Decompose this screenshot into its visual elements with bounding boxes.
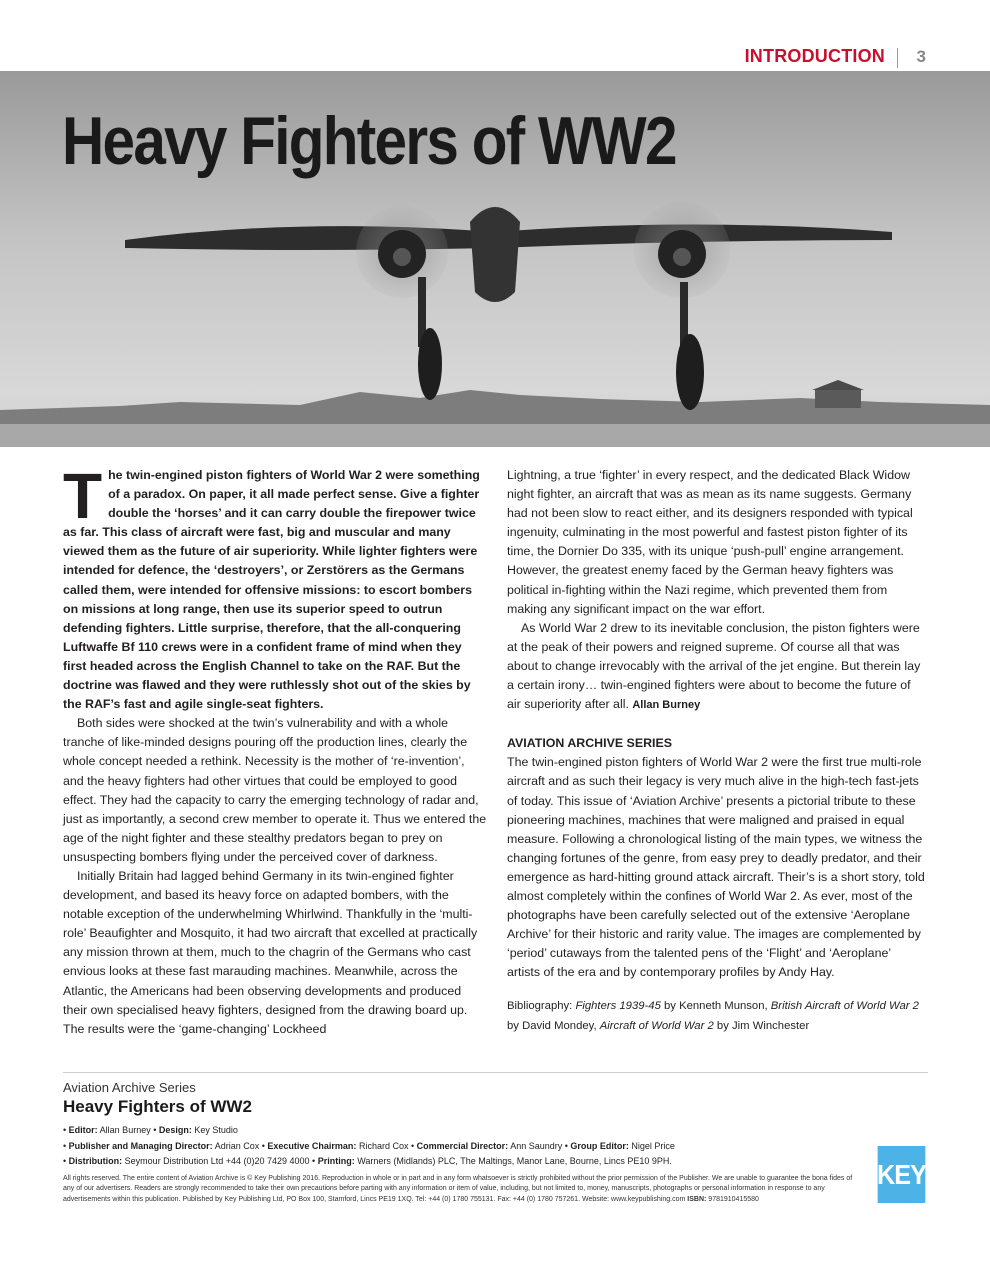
credits-line: • Editor: Allan Burney • Design: Key Studio	[63, 1125, 238, 1135]
body-paragraph: Initially Britain had lagged behind Germany in its twin-engined fighter development, and based its heavy force on adapted bombers, with the notable exception of the underwhelming Whirlwind. Thankfully in the ‘multi-role’ Beaufighter and Mosquito, it had two aircraft that excelled at practically any mission thrown at them, much to the chagrin of the Germans who cast envious looks at these fast marauding machines. Meanwhile, across the Atlantic, the Americans had been observing developments and produced their own specialised heavy fighters, designed from the drawing board up. The results were the ‘game-changing’ Lockheed	[63, 868, 478, 1036]
header-divider	[897, 48, 898, 68]
bibliography	[507, 996, 927, 1036]
isbn-label: ISBN:	[687, 1195, 707, 1203]
credits	[63, 1123, 863, 1170]
body-text: As World War 2 drew to its inevitable conclusion, the piston fighters were at the peak of their powers and reigned supreme. Of course all that was about to change irrevocably with the arrival of the jet engine. But therein lay a certain irony… twin-engined fighters were about to become the future of air superiority after all.	[507, 620, 921, 712]
body-paragraph: Both sides were shocked at the twin’s vulnerability and with a whole tranche of like-minded designs pouring off the production lines, clearly the whole concept needed a rethink. Necessity is the mother of ‘re-invention’, and the heavy fighters had other virtues that could be employed to good effect. They had the capacity to carry the emerging technology of radar and, just as importantly, a second crew member to operate it. Thus we entered the age of the night fighter and these stealthy predators began to prey on unsuspecting bombers flying under the perceived cover of darkness.	[63, 716, 487, 864]
series-name: Aviation Archive Series	[63, 1080, 196, 1095]
header-rule	[0, 71, 990, 72]
book-title: British Aircraft of World War 2	[770, 1000, 919, 1013]
body-paragraph: Lightning, a true ‘fighter’ in every respect, and the dedicated Black Widow night fighter, an aircraft that was as mean as its name suggests. Germany had not been slow to react either, and its designers responded with typical ingenuity, culminating in the most powerful and fastest piston fighter of its time, the Dornier Do 335, with its unique ‘push-pull’ engine arrangement. However, the greatest enemy faced by the German heavy fighters was political in-fighting within the Nazi regime, which prevented them from making any significant impact on the war effort.	[507, 468, 913, 616]
series-heading: AVIATION ARCHIVE SERIES	[507, 736, 672, 751]
left-column	[63, 460, 487, 1039]
book-author: by David Mondey,	[507, 1020, 597, 1033]
bibliography-label: Bibliography:	[507, 1000, 573, 1013]
credits-line: • Publisher and Managing Director: Adrian Cox • Executive Chairman: Richard Cox • Commercial Director: Ann Saundry • Group Editor: Nigel Price	[63, 1140, 675, 1151]
book-author: by Jim Winchester	[716, 1020, 810, 1033]
intro-paragraph	[63, 460, 487, 714]
book-title: Aircraft of World War 2	[599, 1020, 714, 1033]
isbn: 9781910415580	[708, 1195, 759, 1203]
page-number: 3	[916, 47, 926, 66]
footer-divider	[63, 1072, 928, 1073]
book-title: Fighters 1939-45	[575, 1000, 661, 1013]
drop-cap: T	[63, 460, 103, 532]
legal-notice: All rights reserved. The entire content of Aviation Archive is © Key Publishing 2016. Reproduction in whole or in part and in any form whatsoever is strictly prohibited without the prior permission of the Publisher. We are unable to guarantee the bona fides of any of our advertisers. Readers are strongly recommended to take their own precautions before parting with any information or item of value, including, but not limited to, money, manuscripts, photographs or personal information in response to any advertisements within this publication. Published by Key Publishing Ltd, PO Box 100, Stamford, Lincs PE19 1XQ. Tel: +44 (0) 1780 755131. Fax: +44 (0) 1780 757261. Website: www.keypublishing.com ISBN: 9781910415580	[63, 1174, 853, 1203]
page-title: Heavy Fighters of WW2	[62, 103, 676, 179]
section-label: INTRODUCTION	[744, 46, 885, 66]
series-paragraph: The twin-engined piston fighters of World War 2 were the first true multi-role aircraft and as such their legacy is very much alive in the high-tech fast-jets of today. This issue of ‘Aviation Archive’ presents a pictorial tribute to these pioneering machines, machines that were maligned and praised in equal measure. Following a chronological listing of the main types, we witness the changing fortunes of the genre, from easy prey to deadly predator, and their emergence as hard-hitting ground attack aircraft. Their’s is a short story, told almost completely within the confines of World War 2. As ever, most of the photographs have been carefully selected out of the extensive ‘Aeroplane Archive’ for their historic and rarity value. The images are complemented by ‘period’ cutaways from the talented pens of the ‘Flight’ and ‘Aeroplane’ artists of the era and by contemporary profiles by Andy Hay.	[507, 755, 925, 980]
intro-text: he twin-engined piston fighters of World War 2 were something of a paradox. On paper, it all made perfect sense. Give a fighter double the ‘horses’ and it can carry double the firepower twice as far. This class of aircraft were fast, big and muscular and many viewed them as the future of air superiority. While lighter fighters were intended for defence, the ‘destroyers’, or Zerstörers as the Germans called them, were intended for offensive missions: to escort bombers on missions at long range, then use its superior speed to outrun defending fighters. Little surprise, therefore, that the all-conquering Luftwaffe Bf 110 crews were in a confident frame of mind when they first headed across the English Channel to take on the RAF. But the doctrine was flawed and they were ruthlessly shot out of the skies by the RAF’s fast and agile single-seat fighters.	[63, 468, 480, 712]
right-column	[507, 466, 927, 1036]
body-paragraph-with-byline	[507, 619, 927, 715]
issue-title: Heavy Fighters of WW2	[63, 1097, 252, 1116]
byline: Allan Burney	[632, 699, 701, 712]
page-header	[0, 0, 990, 72]
credits-line: • Distribution: Seymour Distribution Ltd +44 (0)20 7429 4000 • Printing: Warners (Midlands) PLC, The Maltings, Manor Lane, Bourne, Lincs PE10 9PH.	[63, 1156, 672, 1166]
key-logo: KEY	[878, 1146, 926, 1203]
book-author: by Kenneth Munson,	[664, 1000, 768, 1013]
imprint	[63, 1080, 863, 1205]
